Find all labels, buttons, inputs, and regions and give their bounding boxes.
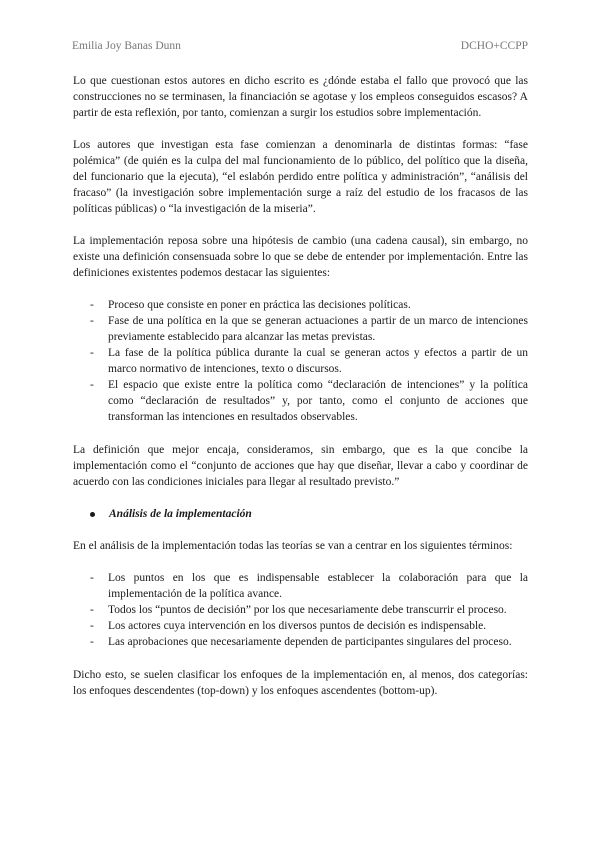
- dash-marker: -: [90, 620, 94, 632]
- dash-marker: -: [90, 604, 94, 616]
- paragraph-hypothesis: La implementación reposa sobre una hipótesis de cambio (una cadena causal), sin embargo, no existe una definición consensuada sobre lo que se debe de entender por implementación. Entre las definiciones existentes podemos destacar las siguientes:: [73, 235, 528, 279]
- terms-list: [73, 570, 528, 650]
- list-item: - La fase de la política pública durante la cual se generan actos y efectos a partir de un marco normativo de intenciones, texto o discursos.: [90, 347, 528, 375]
- dash-marker: -: [90, 299, 94, 311]
- page-header: [72, 40, 528, 52]
- dash-marker: -: [90, 572, 94, 584]
- list-item: - Todos los “puntos de decisión” por los que necesariamente debe transcurrir el proceso.: [90, 604, 507, 616]
- paragraph-terms-intro: En el análisis de la implementación todas las teorías se van a centrar en los siguientes términos:: [73, 540, 513, 552]
- paragraph-names: Los autores que investigan esta fase comienzan a denominarla de distintas formas: “fase polémica” (de quién es la culpa del mal funcionamiento de lo público, del político que la diseña, del funcionario que la ejecuta), “el eslabón perdido entre política y administración”, “análisis del fracaso” (la investigación sobre implementación surge a raíz del estudio de los fracasos de las políticas públicas) o “la investigación de la miseria”.: [73, 139, 528, 215]
- list-item: - Las aprobaciones que necesariamente dependen de participantes singulares del proceso.: [90, 636, 512, 648]
- list-item: - Fase de una política en la que se generan actuaciones a partir de un marco de intenciones previamente establecido para alcanzar las metas previstas.: [90, 315, 528, 343]
- section-heading: [73, 506, 528, 522]
- bullet-icon: [90, 512, 95, 517]
- dash-marker: -: [90, 636, 94, 648]
- dash-marker: -: [90, 347, 94, 359]
- dash-marker: -: [90, 379, 94, 391]
- paragraph-definition: La definición que mejor encaja, consideramos, sin embargo, que es la que concibe la implementación como el “conjunto de acciones que hay que diseñar, llevar a cabo y coordinar de acuerdo con las condiciones iniciales para llegar al resultado previsto.”: [73, 444, 528, 488]
- paragraph-approaches: Dicho esto, se suelen clasificar los enfoques de la implementación en, al menos, dos categorías: los enfoques descendentes (top-down) y los enfoques ascendentes (bottom-up).: [73, 669, 528, 697]
- section-heading-text: Análisis de la implementación: [109, 508, 252, 520]
- list-item: - Los actores cuya intervención en los diversos puntos de decisión es indispensable.: [90, 620, 487, 632]
- paragraph-questions: Lo que cuestionan estos autores en dicho escrito es ¿dónde estaba el fallo que provocó que las construcciones no se terminasen, la financiación se agotase y los empleos conseguidos escasos? A partir de esta reflexión, por tanto, comienzan a surgir los estudios sobre implementación.: [73, 75, 528, 119]
- list-item: - Los puntos en los que es indispensable establecer la colaboración para que la implementación de la política avance.: [90, 572, 528, 600]
- list-item: - Proceso que consiste en poner en práctica las decisiones políticas.: [90, 299, 411, 311]
- list-item: - El espacio que existe entre la política como “declaración de intenciones” y la política como “declaración de resultados” y, por tanto, como el conjunto de acciones que transforman las intenciones en resultados observables.: [90, 379, 528, 423]
- author-name: Emilia Joy Banas Dunn: [72, 40, 181, 52]
- course-code: DCHO+CCPP: [460, 40, 528, 52]
- definitions-list: [73, 297, 528, 425]
- dash-marker: -: [90, 315, 94, 327]
- document-body: [73, 73, 528, 715]
